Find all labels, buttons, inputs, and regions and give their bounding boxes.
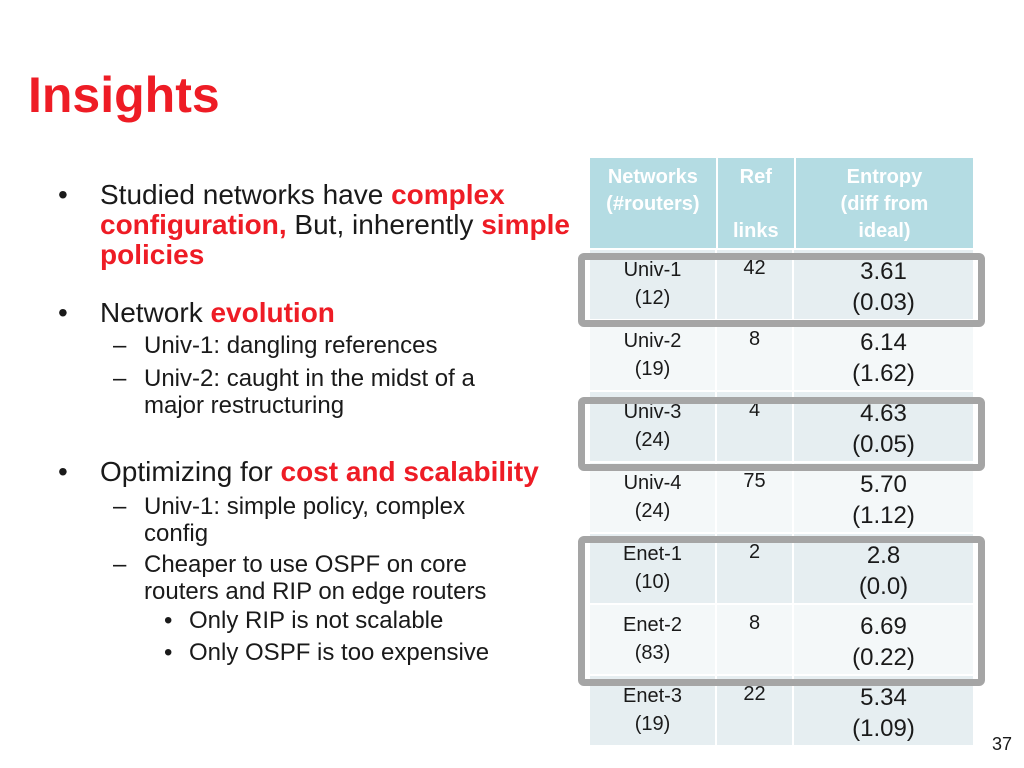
entropy-cell: 4.63 (0.05) xyxy=(794,390,973,461)
sub-bullet-text: Univ-1: dangling references xyxy=(144,332,438,359)
sub-sub-bullet-text: Only OSPF is too expensive xyxy=(189,639,490,666)
sub-bullet-item xyxy=(58,365,578,419)
network-cell: Univ-3 (24) xyxy=(590,390,717,461)
bullet-text: Studied networks have xyxy=(100,179,392,210)
entropy-cell: 2.8 (0.0) xyxy=(794,532,973,603)
dash-icon: – xyxy=(113,365,127,392)
entropy-cell: 5.70 (1.12) xyxy=(794,461,973,532)
table-row xyxy=(590,532,973,603)
table-row xyxy=(590,390,973,461)
ref-links-cell: 4 xyxy=(717,390,794,461)
entropy-table xyxy=(590,158,973,745)
network-cell: Univ-1 (12) xyxy=(590,248,717,319)
emphasis-text: simple policies xyxy=(100,209,570,270)
sub-sub-bullet-item xyxy=(58,637,578,669)
network-cell: Univ-4 (24) xyxy=(590,461,717,532)
table-row xyxy=(590,603,973,674)
bullet-text: Network xyxy=(100,297,211,328)
sub-bullet-text: Cheaper to use OSPF on core routers and RIP on edge routers xyxy=(144,551,487,605)
slide-title: Insights xyxy=(28,67,220,123)
network-cell: Enet-2 (83) xyxy=(590,603,717,674)
table-row xyxy=(590,248,973,319)
emphasis-text: complex configuration, xyxy=(100,179,505,240)
network-cell: Univ-2 (19) xyxy=(590,319,717,390)
ref-links-cell: 8 xyxy=(717,603,794,674)
column-header-entropy: Entropy (diff from ideal) xyxy=(796,158,973,248)
emphasis-text: cost and scalability xyxy=(280,456,539,487)
ref-links-cell: 42 xyxy=(717,248,794,319)
ref-links-cell: 2 xyxy=(717,532,794,603)
network-cell: Enet-3 (19) xyxy=(590,674,717,745)
sub-bullet-item xyxy=(58,493,578,547)
slide-number: 37 xyxy=(991,734,1012,754)
bullet-icon: • xyxy=(58,456,68,487)
entropy-cell: 5.34 (1.09) xyxy=(794,674,973,745)
entropy-cell: 3.61 (0.03) xyxy=(794,248,973,319)
table-row xyxy=(590,674,973,745)
sub-bullet-text: Univ-1: simple policy, complex config xyxy=(144,493,465,547)
bullet-icon: • xyxy=(164,607,173,634)
ref-links-cell: 22 xyxy=(717,674,794,745)
emphasis-text: evolution xyxy=(210,297,335,328)
ref-links-cell: 75 xyxy=(717,461,794,532)
sub-sub-bullet-text: Only RIP is not scalable xyxy=(189,607,444,634)
dash-icon: – xyxy=(113,493,127,520)
bullet-item xyxy=(58,298,578,328)
sub-bullet-item xyxy=(58,551,578,605)
bullet-list xyxy=(58,180,578,669)
bullet-text: But, inherently xyxy=(286,209,482,240)
bullet-icon: • xyxy=(58,179,68,210)
network-cell: Enet-1 (10) xyxy=(590,532,717,603)
sub-bullet-text: Univ-2: caught in the midst of a major restructuring xyxy=(144,365,475,419)
ref-links-cell: 8 xyxy=(717,319,794,390)
dash-icon: – xyxy=(113,332,127,359)
sub-bullet-item xyxy=(58,332,578,359)
bullet-icon: • xyxy=(164,639,173,666)
sub-sub-bullet-item xyxy=(58,605,578,637)
bullet-item xyxy=(58,180,578,270)
entropy-cell: 6.14 (1.62) xyxy=(794,319,973,390)
table-row xyxy=(590,319,973,390)
table-row xyxy=(590,461,973,532)
entropy-cell: 6.69 (0.22) xyxy=(794,603,973,674)
column-header-ref-links: Ref links xyxy=(718,158,794,248)
column-header-networks: Networks (#routers) xyxy=(590,158,716,248)
bullet-item xyxy=(58,457,578,487)
dash-icon: – xyxy=(113,551,127,578)
bullet-icon: • xyxy=(58,297,68,328)
table-header-row xyxy=(590,158,973,248)
bullet-text: Optimizing for xyxy=(100,456,281,487)
